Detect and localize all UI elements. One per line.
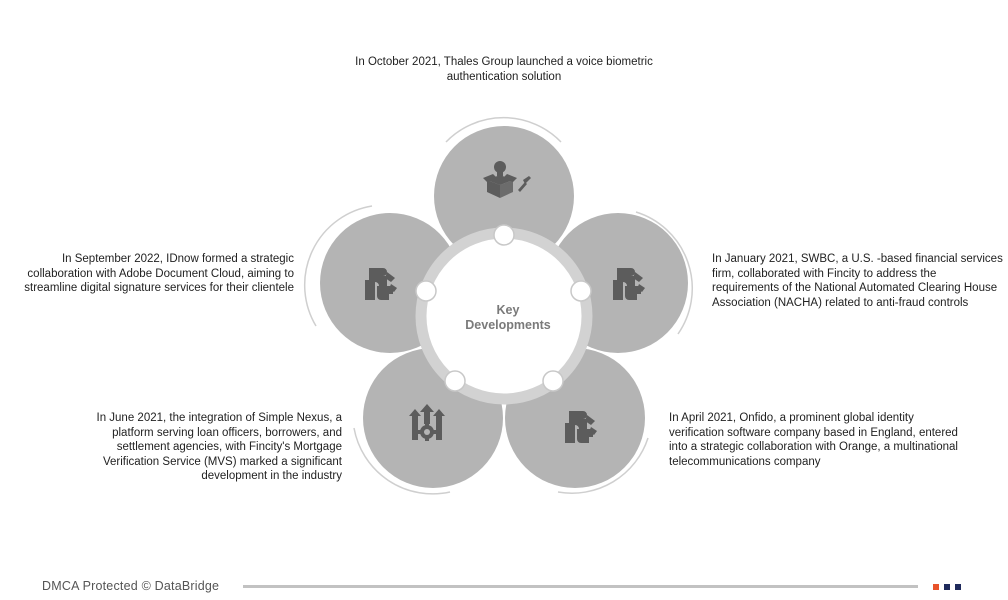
development-note-left: In September 2022, IDnow formed a strategic collaboration with Adobe Document Cloud, aiming to streamline digital signature services for their clientele xyxy=(24,253,294,294)
development-note-bottom-right: In April 2021, Onfido, a prominent global identity verification software company based in England, entered into a strategic collaboration with Orange, a multinational telecommunications company xyxy=(669,412,958,468)
center-label-line1: Key xyxy=(496,303,520,317)
development-note-top: In October 2021, Thales Group launched a voice biometric authentication solution xyxy=(355,56,653,83)
center-label xyxy=(448,303,568,333)
development-note-right: In January 2021, SWBC, a U.S. -based financial services firm, collaborated with Fincity to address the requirements of the National Automated Clearing House Association (NACHA) related to anti-fraud controls xyxy=(712,253,1003,309)
brand-dot-navy xyxy=(944,584,950,590)
brand-dot-navy xyxy=(955,584,961,590)
node-dot-bottom-right xyxy=(543,371,563,391)
node-dot-top xyxy=(494,225,514,245)
development-note-bottom-left: In June 2021, the integration of Simple Nexus, a platform serving loan officers, borrowers, and settlement agencies, with Fincity's Mortgage Verification Service (MVS) marked a significant development in the industry xyxy=(96,412,342,482)
brand-dot-orange xyxy=(933,584,939,590)
node-dot-bottom-left xyxy=(445,371,465,391)
node-dot-right xyxy=(571,281,591,301)
footer-copyright: DMCA Protected © DataBridge xyxy=(42,579,220,593)
footer-divider xyxy=(243,585,918,588)
node-dot-left xyxy=(416,281,436,301)
center-label-line2: Developments xyxy=(465,318,551,332)
footer-brand-dots xyxy=(933,584,961,590)
